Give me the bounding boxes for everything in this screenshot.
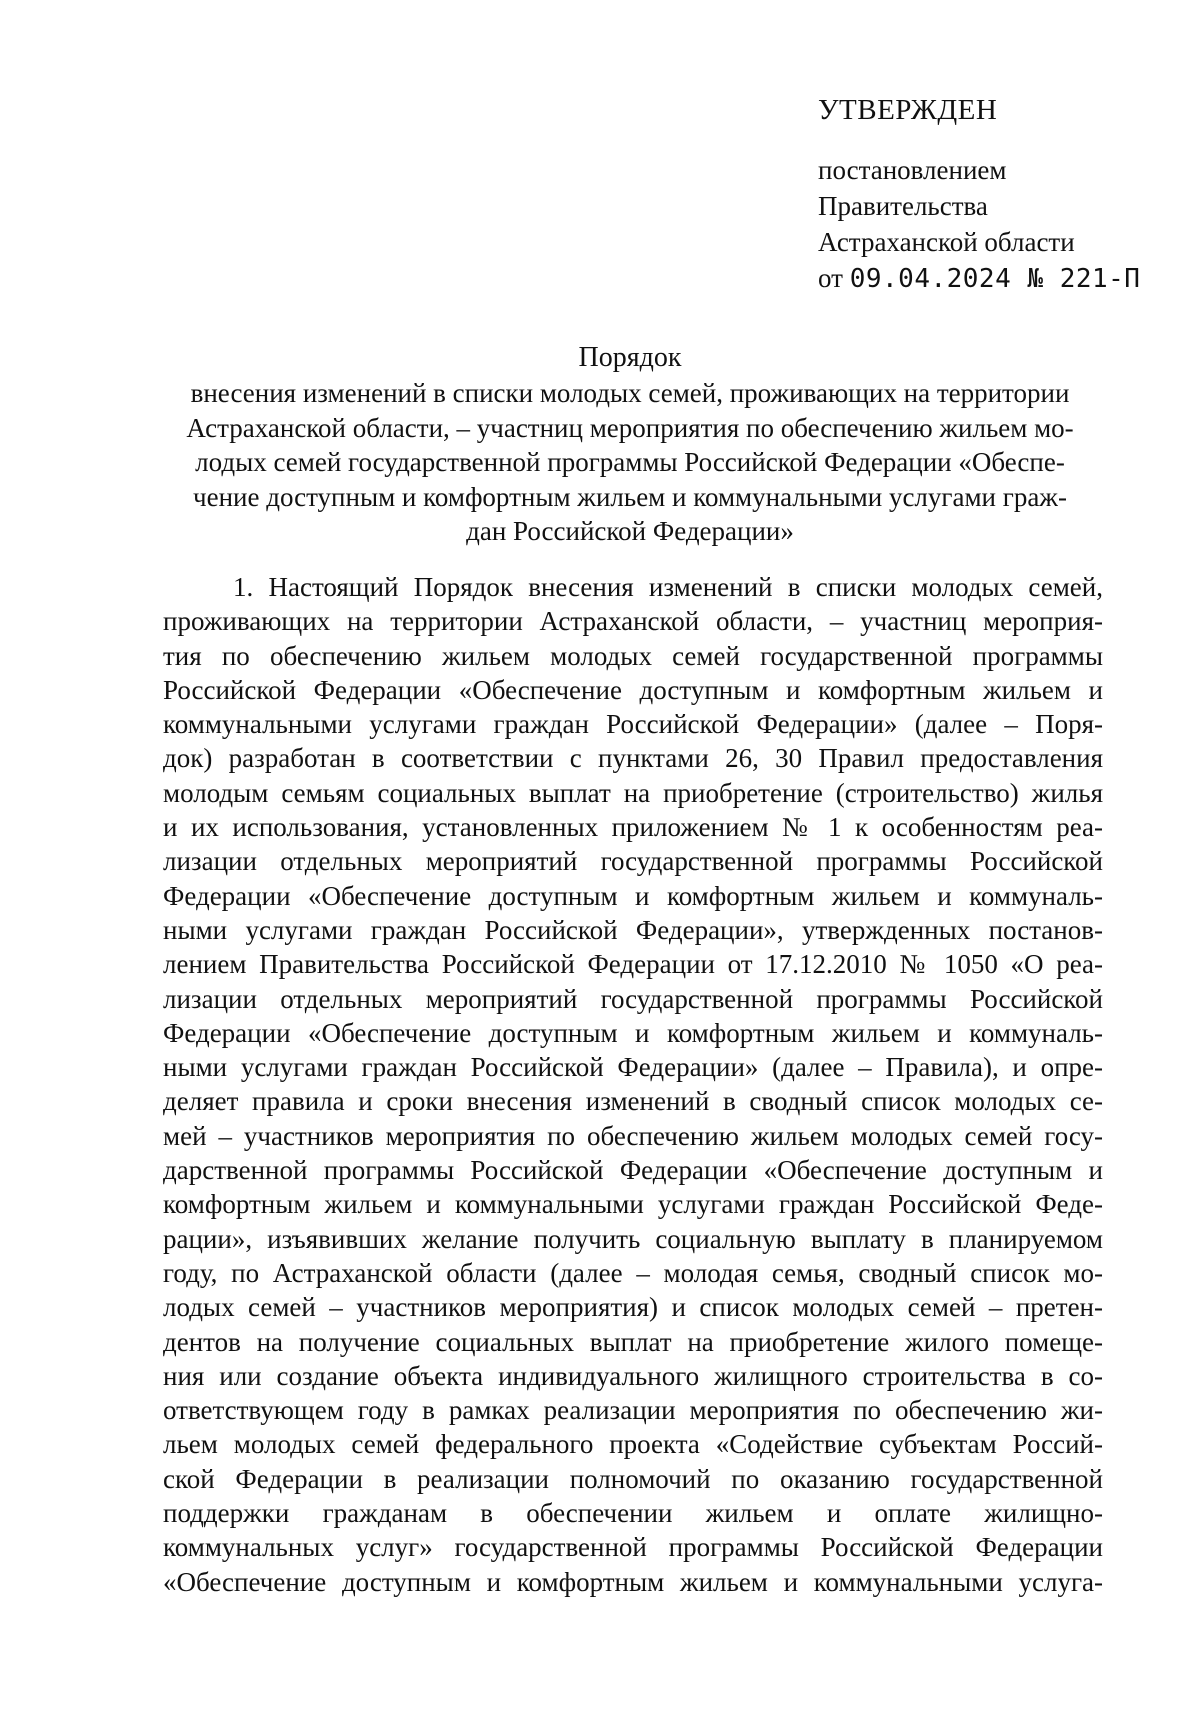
title-line: внесения изменений в списки молодых семей, проживающих на территории [190,378,1070,408]
body-line: Российской Федерации «Обеспечение доступным и комфортным жильем и [163,674,1103,705]
approval-line-3: Астраханской области [818,227,1075,257]
body-line: и их использования, установленных приложением № 1 к особенностям реа- [163,812,1103,843]
body-line: лением Правительства Российской Федерации от 17.12.2010 № 1050 «О реа- [163,949,1103,980]
body-line: лодых семей – участников мероприятия) и список молодых семей – претен- [163,1292,1103,1323]
body-line: Федерации «Обеспечение доступным и комфортным жильем и коммуналь- [163,880,1103,911]
title-line: Астраханской области, – участниц мероприятия по обеспечению жильем мо- [186,412,1074,443]
body-line: лизации отдельных мероприятий государственной программы Российской [163,846,1103,877]
body-line: док) разработан в соответствии с пунктами 26, 30 Правил предоставления [163,743,1103,774]
body-line: мей – участников мероприятия по обеспечению жильем молодых семей госу- [163,1120,1103,1151]
body-line: Федерации «Обеспечение доступным и комфортным жильем и коммуналь- [163,1017,1103,1048]
body-line: дарственной программы Российской Федерации «Обеспечение доступным и [163,1155,1103,1186]
body-line: деляет правила и сроки внесения изменений в сводный список молодых се- [163,1086,1103,1117]
body-line: тия по обеспечению жильем молодых семей государственной программы [163,640,1103,671]
body-line: дентов на получение социальных выплат на приобретение жилого помеще- [163,1326,1103,1357]
approval-date-number-stamp: 09.04.2024 № 221-П [849,264,1141,294]
approval-line-2: Правительства [818,191,988,221]
body-line: молодым семьям социальных выплат на приобретение (строительство) жилья [163,777,1103,808]
approval-line-4 [818,260,1148,297]
body-line: 1. Настоящий Порядок внесения изменений в списки молодых семей, [233,572,1103,602]
body-line: льем молодых семей федерального проекта «Содействие субъектам Россий- [163,1429,1103,1460]
document-body [163,570,1103,1599]
body-line: поддержки гражданам в обеспечении жильем и оплате жилищно- [163,1498,1103,1529]
approval-block [818,90,1148,297]
approval-line-1: постановлением [818,155,1007,185]
body-line: ской Федерации в реализации полномочий по оказанию государственной [163,1463,1103,1494]
title-line: лодых семей государственной программы Российской Федерации «Обеспе- [195,447,1065,477]
title-main: Порядок [578,342,682,373]
title-line: дан Российской Федерации» [466,516,794,546]
body-line: ными услугами граждан Российской Федерации» (далее – Правила), и опре- [163,1052,1103,1083]
body-line: ными услугами граждан Российской Федерации», утвержденных постанов- [163,914,1103,945]
body-line: ния или создание объекта индивидуального жилищного строительства в со- [163,1360,1103,1391]
body-line: проживающих на территории Астраханской области, – участниц мероприя- [163,606,1103,637]
body-line: коммунальных услуг» государственной программы Российской Федерации [163,1532,1103,1563]
body-line: рации», изъявивших желание получить социальную выплату в планируемом [163,1223,1103,1254]
body-line: лизации отдельных мероприятий государственной программы Российской [163,983,1103,1014]
body-line: «Обеспечение доступным и комфортным жильем и коммунальными услуга- [163,1566,1103,1597]
document-title [160,340,1100,549]
title-line: чение доступным и комфортным жильем и коммунальными услугами граж- [193,481,1067,512]
body-line: комфортным жильем и коммунальными услугами граждан Российской Феде- [163,1189,1103,1220]
body-line: году, по Астраханской области (далее – молодая семья, сводный список мо- [163,1257,1103,1288]
approval-date-prefix: от [818,263,843,293]
approval-heading: УТВЕРЖДЕН [818,94,998,126]
body-line: коммунальными услугами граждан Российской Федерации» (далее – Поря- [163,709,1103,740]
body-line: ответствующем году в рамках реализации мероприятия по обеспечению жи- [163,1395,1103,1426]
